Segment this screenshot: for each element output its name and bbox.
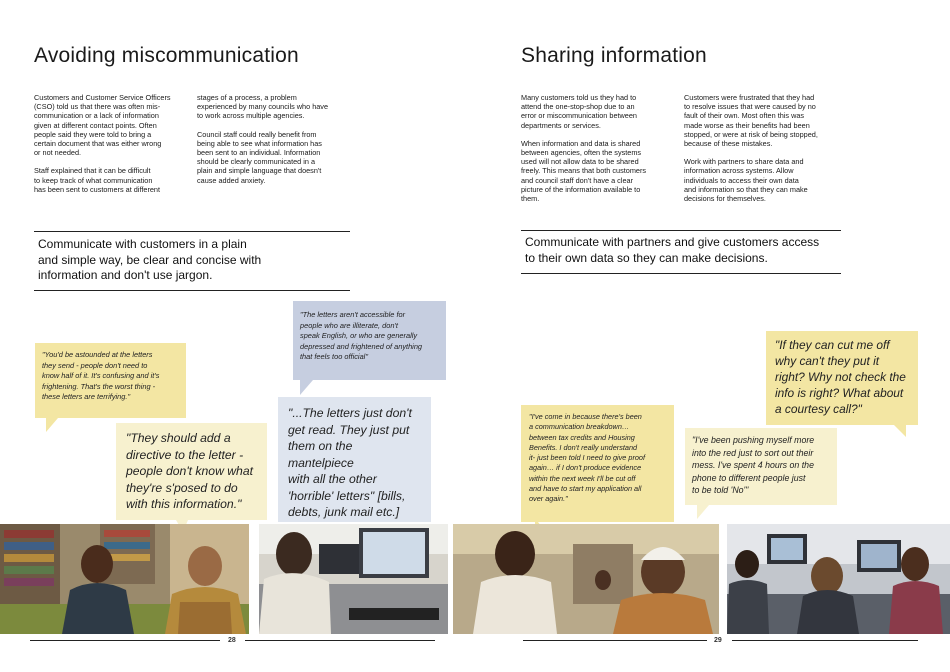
quote-bubble: "...The letters just don't get read. They just put them on the mantelpiece with all the other 'horrible' letters" [bills, debts, junk mail etc.] [278, 397, 431, 522]
contact-centre-photo-illustration [727, 524, 950, 634]
footer-rule [523, 640, 707, 641]
photo-library-customers [0, 524, 249, 634]
quote-bubble: "You'd be astounded at the letters they send - people don't need to know half of it. It's confusing and it's frightening. That's the worst thing - these letters are terrifying." [35, 343, 186, 418]
divider [521, 273, 841, 274]
quote-bubble: "If they can cut me off why can't they put it right? Why not check the info is right? What about a courtesy call?" [766, 331, 918, 425]
divider [34, 290, 350, 291]
footer-rule [732, 640, 918, 641]
call-centre-photo-illustration [259, 524, 448, 634]
quote-bubble: "The letters aren't accessible for people who are illiterate, don't speak English, or who are generally depressed and frightened of anything that feels too official" [293, 301, 446, 380]
quote-bubble: "They should add a directive to the letter - people don't know what they're s'posed to do with this information." [116, 423, 267, 520]
bubble-tail [300, 380, 313, 395]
page-number-left: 28 [228, 637, 236, 644]
bubble-tail [894, 425, 906, 437]
photo-contact-centre [727, 524, 950, 634]
divider [34, 231, 350, 232]
bubble-tail [697, 505, 709, 519]
paragraph: Work with partners to share data and information across systems. Allow individuals to access their own data and information so that they can make decisions for themselves. [684, 157, 808, 204]
paragraph: Customers were frustrated that they had to resolve issues that were caused by no fault of their own. Most often this was made worse as their benefits had been stopped, or were at risk of being stopped, because of these mistakes. [684, 93, 818, 149]
callout-left: Communicate with customers in a plain and simple way, be clear and concise with information and don't use jargon. [38, 237, 262, 282]
right-column-2 [684, 93, 846, 212]
left-column-2 [197, 93, 357, 194]
paragraph: Many customers told us they had to attend the one-stop-shop due to an error or miscommunication between departments or services. [521, 93, 637, 130]
quote-bubble: "I've come in because there's been a communication breakdown… between tax credits and Housing Benefits. I don't really understand it- just been told I need to give proof again… if I don't produce evidence within the next week I'll be cut off and have to start my application all over again." [521, 405, 674, 522]
footer-rule [245, 640, 435, 641]
left-column-1 [34, 93, 194, 203]
quote-bubble: "I've been pushing myself more into the red just to sort out their mess. I've spent 4 hours on the phone to different people just to be told 'No'" [685, 428, 837, 505]
paragraph: Customers and Customer Service Officers (CSO) told us that there was often mis- communication or a lack of information given at different contact points. Often people said they were told to bring a certain document that was either wrong or not needed. [34, 93, 171, 158]
page-title-right: Sharing information [521, 44, 707, 67]
waiting-room-photo-illustration [453, 524, 719, 634]
photo-call-centre [259, 524, 448, 634]
divider [521, 230, 841, 231]
paragraph: When information and data is shared between agencies, often the systems used will not allow data to be shared freely. This means that both customers and council staff don't have a clear picture of the information available to them. [521, 138, 647, 204]
library-photo-illustration [0, 524, 249, 634]
page-number-right: 29 [714, 637, 722, 644]
callout-right: Communicate with partners and give customers access to their own data so they can make decisions. [525, 235, 820, 265]
bubble-tail [46, 418, 58, 432]
paragraph: Staff explained that it can be difficult to keep track of what communication has been sent to customers at different [34, 166, 161, 194]
photo-customers-waiting [453, 524, 719, 634]
paragraph: Council staff could really benefit from being able to see what information has been sent to an individual. Information should be clearly communicated in a plain and simple language that doesn't cause added anxiety. [197, 129, 322, 185]
page-title-left: Avoiding miscommunication [34, 44, 299, 67]
right-column-1 [521, 93, 681, 212]
footer-rule [30, 640, 220, 641]
paragraph: stages of a process, a problem experienced by many councils who have to work across multiple agencies. [197, 93, 329, 121]
